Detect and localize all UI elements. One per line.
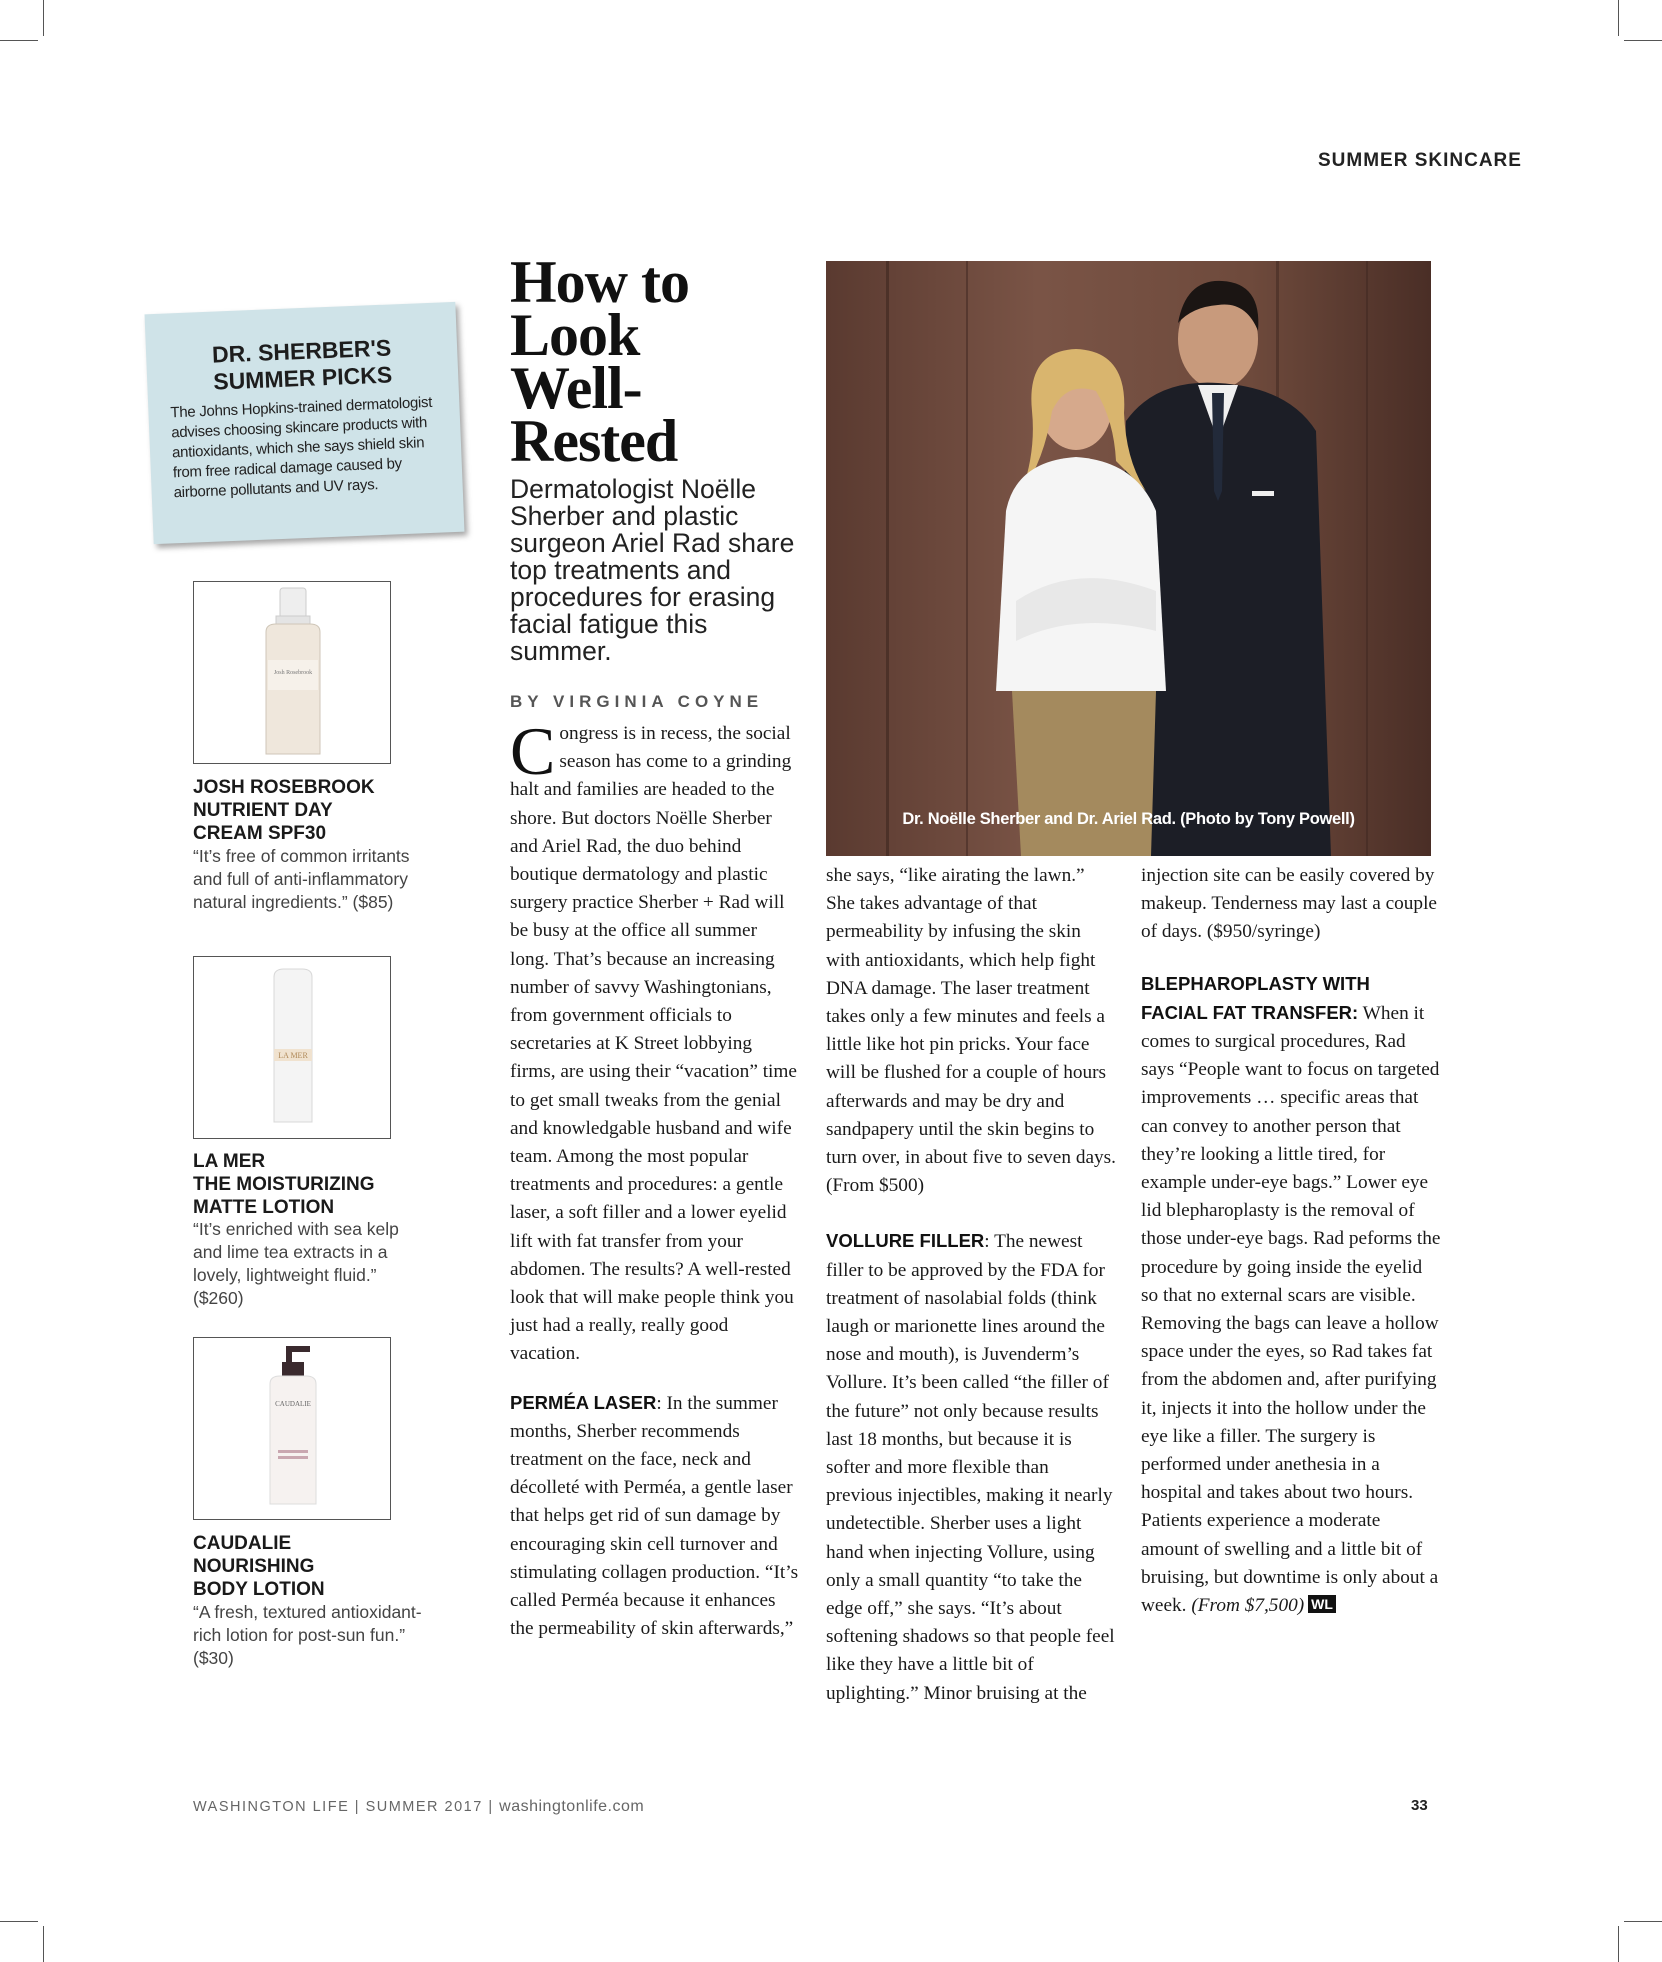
svg-text:Josh Rosebrook: Josh Rosebrook [273,670,313,676]
crop-mark [1624,40,1662,41]
blepharoplasty-paragraph: BLEPHAROPLASTY WITH FACIAL FAT TRANSFER: When it comes to surgical procedures, Rad says “People want to focus on targeted improvements … specific areas that can convey to another person that they’re looking a little tired, for example under-eye bags.” Lower eye lid blepharoplasty is the removal of those under-eye bags. Rad peforms the procedure by going inside the eyelid so that no external scars are visible. Removing the bags can leave a hollow space under the eyes, so Rad takes fat from the abdomen and, after purifying it, injects it into the hollow under the eye like a filler. The surgery is performed under anethesia in a hospital and takes about two hours. Patients experience a moderate amount of swelling and a little bit of bruising, but downtime is only about a week. (From $7,500) WL [1141,972,1441,1617]
footer-publication: WASHINGTON LIFE [193,1799,350,1815]
product-desc-la-mer: “It’s enriched with sea kelp and lime tea extracts in a lovely, lightweight fluid.” ($260) [193,1219,399,1308]
lotion-bottle-icon [194,957,392,1140]
product-desc-josh-rosebrook: “It’s free of common irritants and full of anti-inflammatory natural ingredients.” ($85) [193,846,410,912]
vollure-continued: injection site can be easily covered by makeup. Tenderness may last a couple of days. ($950/syringe) [1141,865,1437,943]
blepharoplasty-kicker: BLEPHAROPLASTY WITH FACIAL FAT TRANSFER: [1141,972,1370,1023]
picks-title: DR. SHERBER'S SUMMER PICKS [211,334,393,395]
footer-url[interactable]: washingtonlife.com [499,1798,645,1815]
crop-mark [0,40,38,41]
crop-mark [1624,1921,1662,1922]
article-column-1 [510,713,800,1644]
crop-mark [0,1921,38,1922]
svg-text:CAUDALIE: CAUDALIE [275,1400,311,1408]
drop-cap: C [510,713,556,789]
product-image-la-mer [193,956,391,1139]
permea-continued: she says, “like airating the lawn.” She takes advantage of that permeability by infusing the skin with antioxidants, which help fight DNA damage. The laser treatment takes only a few minutes and feels a little like hot pin pricks. Your face will be flushed for a couple of hours afterwards and may be dry and sandpapery until the skin begins to turn over, in about five to seven days. (From $500) [826,865,1116,1197]
page-footer: WASHINGTON LIFE | SUMMER 2017 | washingtonlife.com [193,1798,645,1815]
product-image-josh-rosebrook [193,581,391,764]
permea-kicker: PERMÉA LASER [510,1391,657,1413]
footer-issue: SUMMER 2017 [365,1799,483,1815]
svg-text:LA MER: LA MER [278,1051,308,1060]
crop-mark [1618,1926,1619,1962]
pump-bottle-icon [194,1338,392,1521]
product-name-caudalie: CAUDALIE NOURISHING BODY LOTION [193,1533,325,1600]
intro-paragraph: Congress is in recess, the social season has come to a grinding halt and families are headed to the shore. But doctors Noëlle Sherber and Ariel Rad, the duo behind boutique dermatology and plastic surgery practice Sherber + Rad will be busy at the office all summer long. That’s because an increasing number of savvy Washingtonians, from government officials to secretaries at K Street lobbying firms, are using their “vacation” time to get small tweaks from the genial and knowledgable husband and wife team. Among the most popular treatments and procedures: a gentle laser, a soft filler and a lower eyelid lift with fat transfer from your abdomen. The results? A well-rested look that will make people think you just had a really, really good vacation. [510,713,797,1365]
end-mark: WL [1308,1595,1336,1613]
blepharoplasty-price: (From $7,500) [1191,1595,1305,1617]
product-name-la-mer: LA MER THE MOISTURIZING MATTE LOTION [193,1151,375,1218]
summer-picks-box [145,302,465,544]
product-image-caudalie [193,1337,391,1520]
doctors-photo-illustration [826,261,1431,856]
doctors-photo [826,261,1431,856]
permea-paragraph: PERMÉA LASER: In the summer months, Sherber recommends treatment on the face, neck and décolleté with Perméa, a gentle laser that helps get rid of sun damage by encouraging skin cell turnover and stimulating collagen production. “It’s called Perméa because it enhances the permeability of skin afterwards,” [510,1391,799,1640]
serum-bottle-icon [194,582,392,765]
product-name-josh-rosebrook: JOSH ROSEBROOK NUTRIENT DAY CREAM SPF30 [193,777,375,844]
vollure-kicker: VOLLURE FILLER [826,1230,985,1252]
picks-intro: The Johns Hopkins-trained dermatologist advises choosing skincare products with antioxidants, which she says shield skin from free radical damage caused by airborne pollutants and UV rays. [170,393,433,502]
section-tag: SUMMER SKINCARE [1318,150,1522,171]
crop-mark [43,1926,44,1962]
crop-mark [1618,0,1619,36]
article-headline: How to Look Well- Rested [510,249,689,474]
article-column-2 [826,862,1116,1708]
byline: BY VIRGINIA COYNE [510,692,764,711]
product-desc-caudalie: “A fresh, textured antioxidant-rich lotion for post-sun fun.” ($30) [193,1602,422,1668]
photo-caption: Dr. Noëlle Sherber and Dr. Ariel Rad. (Photo by Tony Powell) [902,810,1355,828]
page-number: 33 [1411,1797,1428,1814]
article-column-3 [1141,862,1441,1620]
article-deck: Dermatologist Noëlle Sherber and plastic surgeon Ariel Rad share top treatments and procedures for erasing facial fatigue this summer. [510,474,795,666]
vollure-paragraph: VOLLURE FILLER: The newest filler to be approved by the FDA for treatment of nasolabial folds (think laugh or marionette lines around the nose and mouth), is Juvenderm’s Vollure. It’s been called “the filler of the future” not only because results last 18 months, but because it is softer and more flexible than previous injectibles, making it nearly undetectible. Sherber uses a light hand when injecting Vollure, using only a small quantity “to take the edge off,” she says. “It’s about softening shadows so that people feel like they have a little bit of uplighting.” Minor bruising at the [826,1230,1115,1704]
crop-mark [43,0,44,36]
